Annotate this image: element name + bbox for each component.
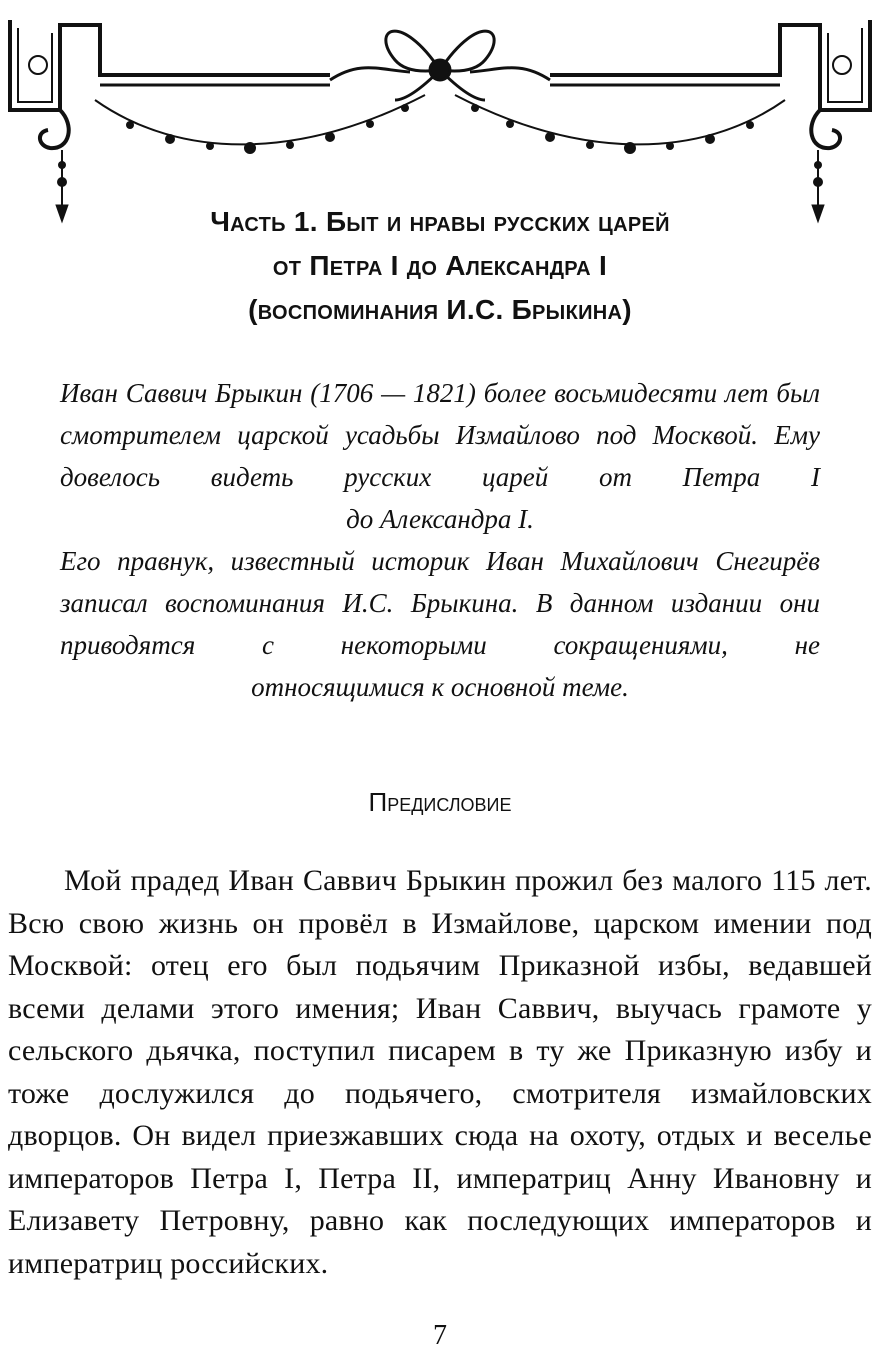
chapter-title-line-1: Часть 1. Быт и нравы русских царей	[210, 206, 670, 237]
intro-paragraph-1-tail: до Александра I.	[346, 504, 534, 534]
page-number: 7	[433, 1320, 447, 1351]
chapter-title	[60, 200, 820, 332]
intro-paragraph-2-tail: относящимися к основной теме.	[251, 672, 629, 702]
chapter-title-line-2: от Петра I до Александра I	[272, 250, 608, 281]
body-paragraph: Мой прадед Иван Саввич Брыкин прожил без малого 115 лет. Всю свою жизнь он провёл в Измайлове, царском имении под Москвой: отец его был подьячим Приказной избы, ведавшей всеми делами этого имения; Иван Саввич, выучась грамоте у сельского дьячка, поступил писарем в ту же Приказную избу и тоже дослужился до подьячего, смотрителя измайловских дворцов. Он видел приезжавших сюда на охоту, отдых и веселье императоров Петра I, Петра II, императриц Анну Ивановну и Елизавету Петровну, равно как последующих императоров и императриц российских.	[8, 864, 872, 1280]
chapter-title-line-3: (воспоминания И.С. Брыкина)	[248, 294, 632, 325]
intro-epigraph	[60, 372, 820, 708]
section-title: Предисловие	[368, 787, 512, 817]
intro-paragraph-1: Иван Саввич Брыкин (1706 — 1821) более восьмидесяти лет был смотрителем царской усадьбы Измайлово под Москвой. Ему довелось видеть русских царей от Петра I	[60, 378, 820, 492]
intro-paragraph-2: Его правнук, известный историк Иван Михайлович Снегирёв записал воспоминания И.С. Брыкина. В данном издании они приводятся с некоторыми сокращениями, не	[60, 546, 820, 660]
